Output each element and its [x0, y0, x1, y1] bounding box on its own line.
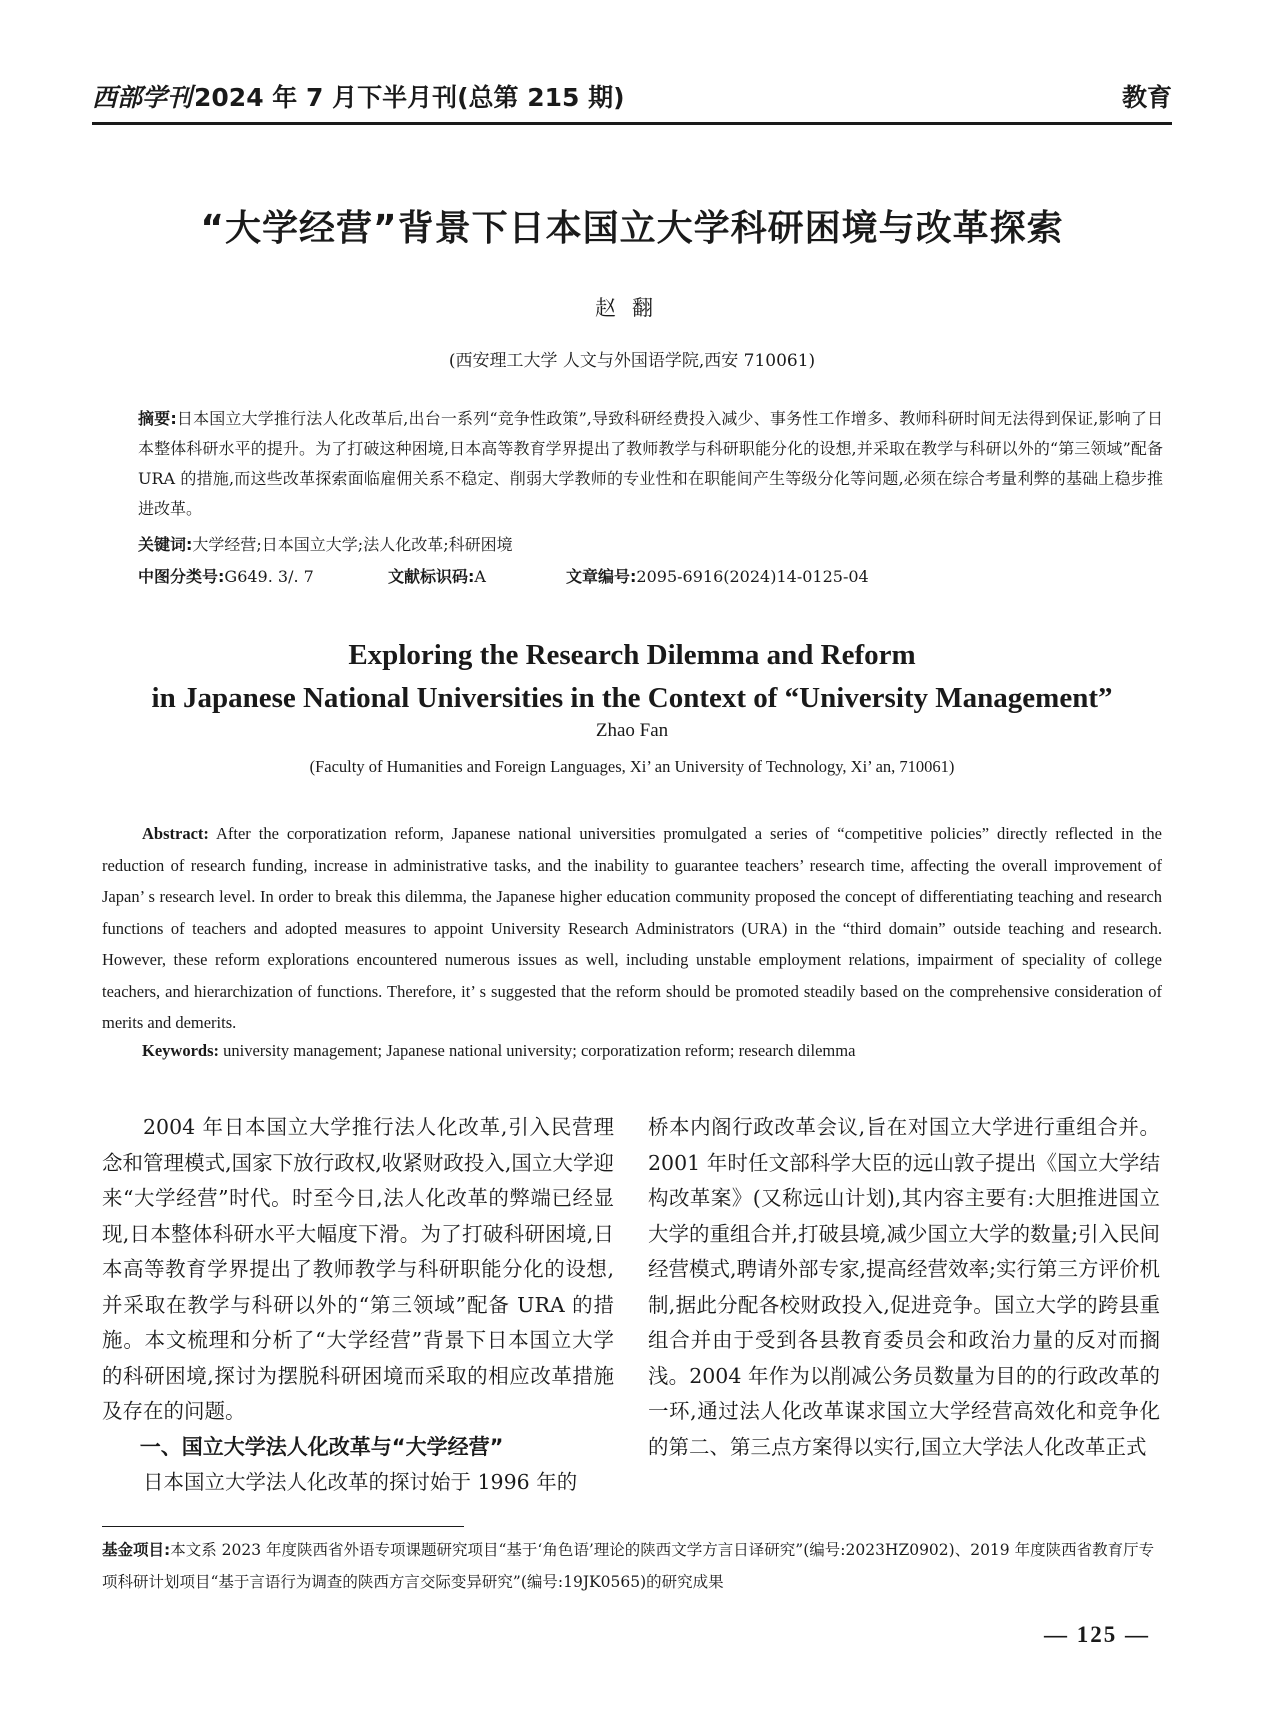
funding-label: 基金项目: — [102, 1541, 171, 1559]
section-paragraph-continued: 桥本内阁行政改革会议,旨在对国立大学进行重组合并。2001 年时任文部科学大臣的远山敦子提出《国立大学结构改革案》(又称远山计划),其内容主要有:大胆推进国立大学的重组合并,打破县境,减少国立大学的数量;引入民间经营模式,聘请外部专家,提高经营效率;实行第三方评价机制,据此分配各校财政投入,促进竞争。国立大学的跨县重组合并由于受到各县教育委员会和政治力量的反对而搁浅。2004 年作为以削减公务员数量为目的的行政改革的一环,通过法人化改革谋求国立大学经营高效化和竞争化的第二、第三点方案得以实行,国立大学法人化改革正式 — [648, 1115, 1160, 1459]
title-cn: “大学经营”背景下日本国立大学科研困境与改革探索 — [200, 208, 1064, 249]
author-cn: 赵翻 — [595, 296, 669, 320]
section-paragraph-start: 日本国立大学法人化改革的探讨始于 1996 年的 — [143, 1470, 578, 1494]
title-en-line1: Exploring the Research Dilemma and Reform — [348, 639, 916, 671]
abstract-cn-label: 摘要: — [138, 409, 177, 428]
section-label: 教育 — [1121, 83, 1172, 112]
issue-info: 2024 年 7 月下半月刊(总第 215 期) — [194, 83, 625, 112]
title-en — [92, 634, 1172, 720]
keywords-en-text: university management; Japanese national university; corporatization reform; research dilemma — [223, 1041, 856, 1060]
abstract-en — [102, 818, 1162, 1039]
keywords-cn-text: 大学经营;日本国立大学;法人化改革;科研困境 — [192, 535, 513, 554]
abstract-en-label: Abstract: — [142, 824, 209, 843]
author-en: Zhao Fan — [595, 720, 669, 741]
abstract-cn — [138, 404, 1163, 524]
abstract-cn-text: 日本国立大学推行法人化改革后,出台一系列“竞争性政策”,导致科研经费投入减少、事务性工作增多、教师科研时间无法得到保证,影响了日本整体科研水平的提升。为了打破这种困境,日本高等教育学界提出了教师教学与科研职能分化的设想,并采取在教学与科研以外的“第三领域”配备 URA 的措施,而这些改革探索面临雇佣关系不稳定、削弱大学教师的专业性和在职能间产生等级分化等问题,必须在综合考量利弊的基础上稳步推进改革。 — [138, 409, 1164, 518]
running-header — [92, 78, 1172, 125]
abstract-en-text: After the corporatization reform, Japanese national universities promulgated a series of “competitive policies” directly reflected in the reduction of research funding, increase in administrative tasks, and the inability to guarantee teachers’ research time, affecting the overall improvement of Japan’ s research level. In order to break this dilemma, the Japanese higher education community proposed the concept of differentiating teaching and research functions of teachers and adopted measures to appoint University Research Administrators (URA) in the “third domain” outside teaching and research. However, these reform explorations encountered numerous issues as well, including unstable employment relations, impairment of speciality of college teachers, and hierarchization of functions. Therefore, it’ s suggested that the reform should be promoted steadily based on the comprehensive consideration of merits and demerits. — [102, 824, 1162, 1032]
keywords-en — [142, 1041, 855, 1061]
funding-note — [102, 1534, 1167, 1598]
section-heading: 一、国立大学法人化改革与“大学经营” — [139, 1434, 504, 1459]
classification-line — [138, 564, 869, 587]
affiliation-en: (Faculty of Humanities and Foreign Languages, Xi’ an University of Technology, Xi’ an, 710061) — [309, 757, 955, 776]
funding-text: 本文系 2023 年度陕西省外语专项课题研究项目“基于‘角色语’理论的陕西文学方言日译研究”(编号:2023HZ0902)、2019 年度陕西省教育厅专项科研计划项目“基于言语行为调查的陕西方言交际变异研究”(编号:19JK0565)的研究成果 — [102, 1541, 1155, 1591]
footnote-rule — [102, 1526, 464, 1527]
keywords-en-label: Keywords: — [142, 1041, 219, 1060]
journal-issue — [92, 78, 625, 114]
journal-name: 西部学刊 — [92, 83, 193, 112]
keywords-cn-label: 关键词: — [138, 535, 193, 554]
article-number: 文章编号:2095-6916(2024)14-0125-04 — [566, 567, 869, 586]
clc-number: 中图分类号:G649. 3/. 7 — [138, 567, 314, 586]
document-code: 文献标识码:A — [388, 567, 486, 586]
affiliation-cn: (西安理工大学 人文与外国语学院,西安 710061) — [448, 351, 816, 371]
title-en-line2: in Japanese National Universities in the Context of “University Management” — [151, 682, 1113, 714]
page-number: — 125 — — [1044, 1622, 1150, 1647]
intro-paragraph: 2004 年日本国立大学推行法人化改革,引入民营理念和管理模式,国家下放行政权,收紧财政投入,国立大学迎来“大学经营”时代。时至今日,法人化改革的弊端已经显现,日本整体科研水平大幅度下滑。为了打破科研困境,日本高等教育学界提出了教师教学与科研职能分化的设想,并采取在教学与科研以外的“第三领域”配备 URA 的措施。本文梳理和分析了“大学经营”背景下日本国立大学的科研困境,探讨为摆脱科研困境而采取的相应改革措施及存在的问题。 — [102, 1115, 614, 1423]
body-column-left — [102, 1110, 614, 1501]
keywords-cn — [138, 532, 513, 555]
body-column-right — [648, 1110, 1160, 1465]
